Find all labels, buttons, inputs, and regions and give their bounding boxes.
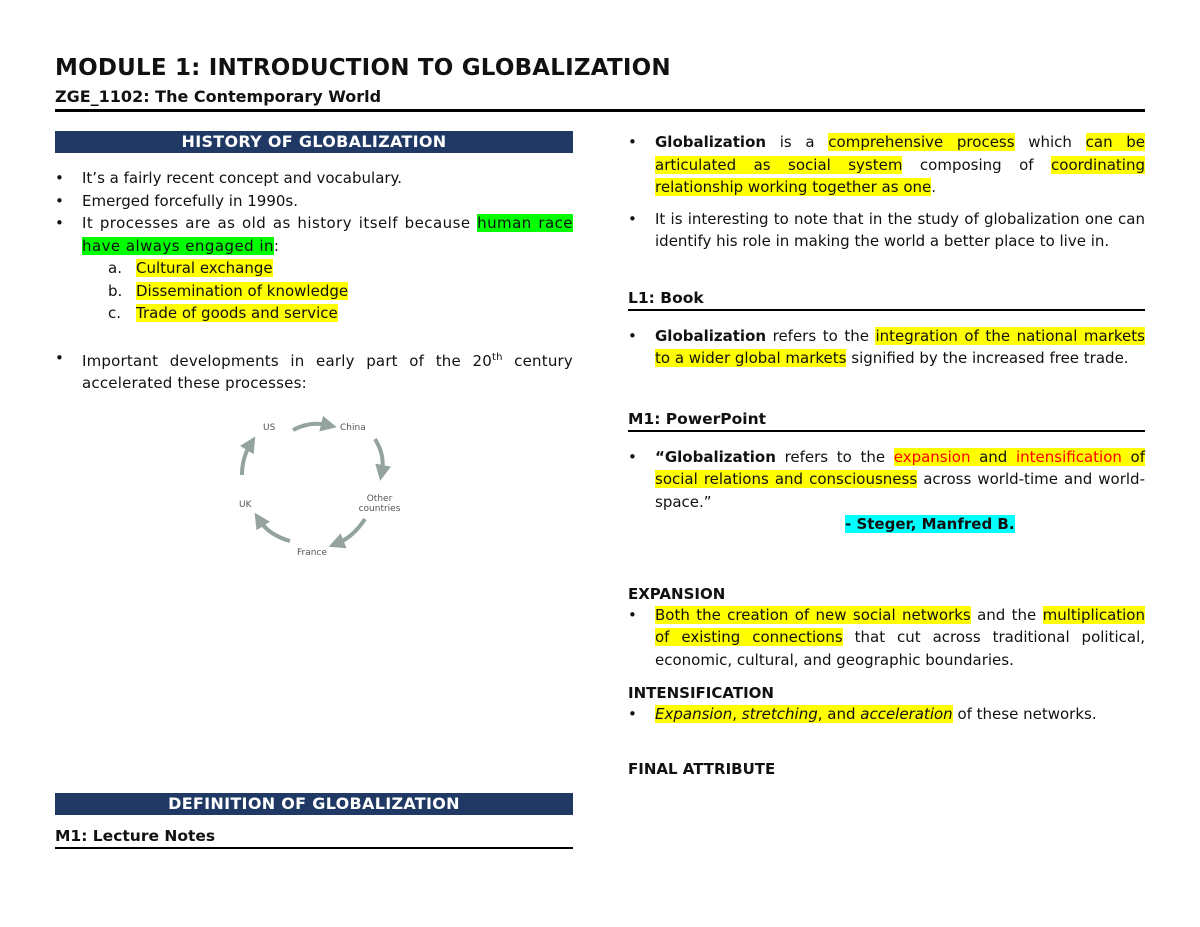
node-uk: UK <box>239 499 252 510</box>
item-label: b. <box>108 281 123 300</box>
history-list <box>55 167 573 257</box>
list-item <box>108 257 573 280</box>
highlight-yellow: can be articulated as social system <box>655 133 1145 174</box>
bullet-text: Emerged forcefully in 1990s. <box>82 191 298 210</box>
course-subtitle: ZGE_1102: The Contemporary World <box>55 87 382 106</box>
list-item <box>55 190 573 213</box>
item-label: c. <box>108 304 122 322</box>
highlight-yellow: Dissemination of knowledge <box>136 281 349 300</box>
arrow-china-other <box>375 439 383 471</box>
quote-author: - Steger, Manfred B. <box>845 515 1015 533</box>
expansion-list <box>628 604 1145 672</box>
text-run: refers to the <box>775 447 894 466</box>
arrow-other-france <box>338 519 365 543</box>
book-heading: L1: Book <box>628 288 1145 311</box>
list-item <box>628 446 1145 514</box>
list-item <box>55 347 573 395</box>
arrow-france-uk <box>260 521 290 541</box>
page-title: MODULE 1: INTRODUCTION TO GLOBALIZATION <box>55 55 671 81</box>
term-bold: Globalization <box>655 326 767 345</box>
highlight-yellow: Cultural exchange <box>136 259 273 277</box>
text-run: of these networks. <box>952 705 1097 723</box>
left-column <box>55 131 573 849</box>
highlight-yellow: of existing connections <box>655 628 843 646</box>
node-other-countries: Other countries <box>358 493 401 514</box>
text-run: across world-time and world-space.” <box>655 470 1145 511</box>
list-item <box>108 280 573 303</box>
book-list <box>628 325 1145 370</box>
list-item <box>628 208 1145 253</box>
bullet-text: : <box>273 236 280 255</box>
text-run: and the <box>970 605 1043 624</box>
list-item <box>55 167 573 190</box>
node-china: China <box>340 422 366 433</box>
right-column <box>628 131 1145 779</box>
list-item <box>628 325 1145 370</box>
term-bold: “Globalization <box>655 447 776 466</box>
highlight-yellow: of social relations and consciousness <box>655 447 1145 488</box>
cycle-arrows <box>55 403 573 563</box>
list-item <box>628 604 1145 672</box>
sub-list <box>55 257 573 325</box>
arrow-uk-us <box>242 445 250 475</box>
expansion-heading: EXPANSION <box>628 584 726 603</box>
highlight-yellow: , and <box>817 705 861 723</box>
quote-list <box>628 446 1145 514</box>
text-run: refers to the <box>766 326 876 345</box>
final-attribute-heading: FINAL ATTRIBUTE <box>628 759 776 778</box>
text-run: which <box>1014 133 1086 151</box>
item-label: a. <box>108 259 122 277</box>
highlight-yellow: coordinating relationship working together as one <box>655 155 1145 196</box>
cycle-diagram <box>55 403 573 563</box>
highlight-italic: Expansion <box>655 705 733 723</box>
highlight-italic: stretching <box>741 705 818 723</box>
highlight-yellow: Both the creation of new social networks <box>655 605 971 624</box>
list-item <box>628 703 1145 726</box>
list-item <box>55 212 573 257</box>
bullet-text: century accelerated these processes: <box>82 351 573 392</box>
text-run: composing of <box>902 155 1052 174</box>
highlight-yellow: Trade of goods and service <box>136 304 338 322</box>
highlight-yellow: comprehensive process <box>828 133 1015 151</box>
node-france: France <box>297 547 327 558</box>
intensification-heading: INTENSIFICATION <box>628 684 774 702</box>
text-run: that cut across traditional political, economic, cultural, and geographic boundaries. <box>655 628 1146 669</box>
quote-author-line <box>628 513 1145 536</box>
highlight-yellow: , <box>732 705 742 723</box>
powerpoint-heading: M1: PowerPoint <box>628 409 1145 432</box>
list-item <box>628 131 1145 199</box>
text-run: is a <box>766 133 829 151</box>
developments-list <box>55 347 573 395</box>
superscript: th <box>491 351 503 363</box>
highlight-yellow: multiplication <box>1042 605 1145 624</box>
definition-list <box>628 131 1145 253</box>
history-heading: HISTORY OF GLOBALIZATION <box>55 131 573 153</box>
bullet-text: It’s a fairly recent concept and vocabulary. <box>82 169 403 187</box>
text-run: It is interesting to note that in the study of globalization one can identify his role in making the world a better place to live in. <box>655 209 1145 250</box>
text-run: signified by the increased free trade. <box>846 349 1129 367</box>
node-us: US <box>263 422 276 433</box>
header-rule <box>55 109 1145 112</box>
highlight-red-text: intensification <box>1015 447 1122 466</box>
highlight-red-text: expansion <box>893 447 971 466</box>
definition-heading: DEFINITION OF GLOBALIZATION <box>55 793 573 815</box>
term-bold: Globalization <box>655 133 767 151</box>
bullet-text: Important developments in early part of the 20 <box>82 351 492 370</box>
bullet-text: It processes are as old as history itself because <box>82 214 478 232</box>
text-run: . <box>931 178 937 196</box>
highlight-yellow: integration of the national markets to a wider global markets <box>655 326 1145 367</box>
lecture-notes-heading: M1: Lecture Notes <box>55 826 573 849</box>
list-item <box>108 302 573 325</box>
highlight-italic: acceleration <box>860 705 953 723</box>
highlight-yellow: and <box>970 447 1016 466</box>
highlight-green: human race have always engaged in <box>82 214 573 255</box>
arrow-us-china <box>293 423 327 429</box>
intensification-list <box>628 703 1145 726</box>
